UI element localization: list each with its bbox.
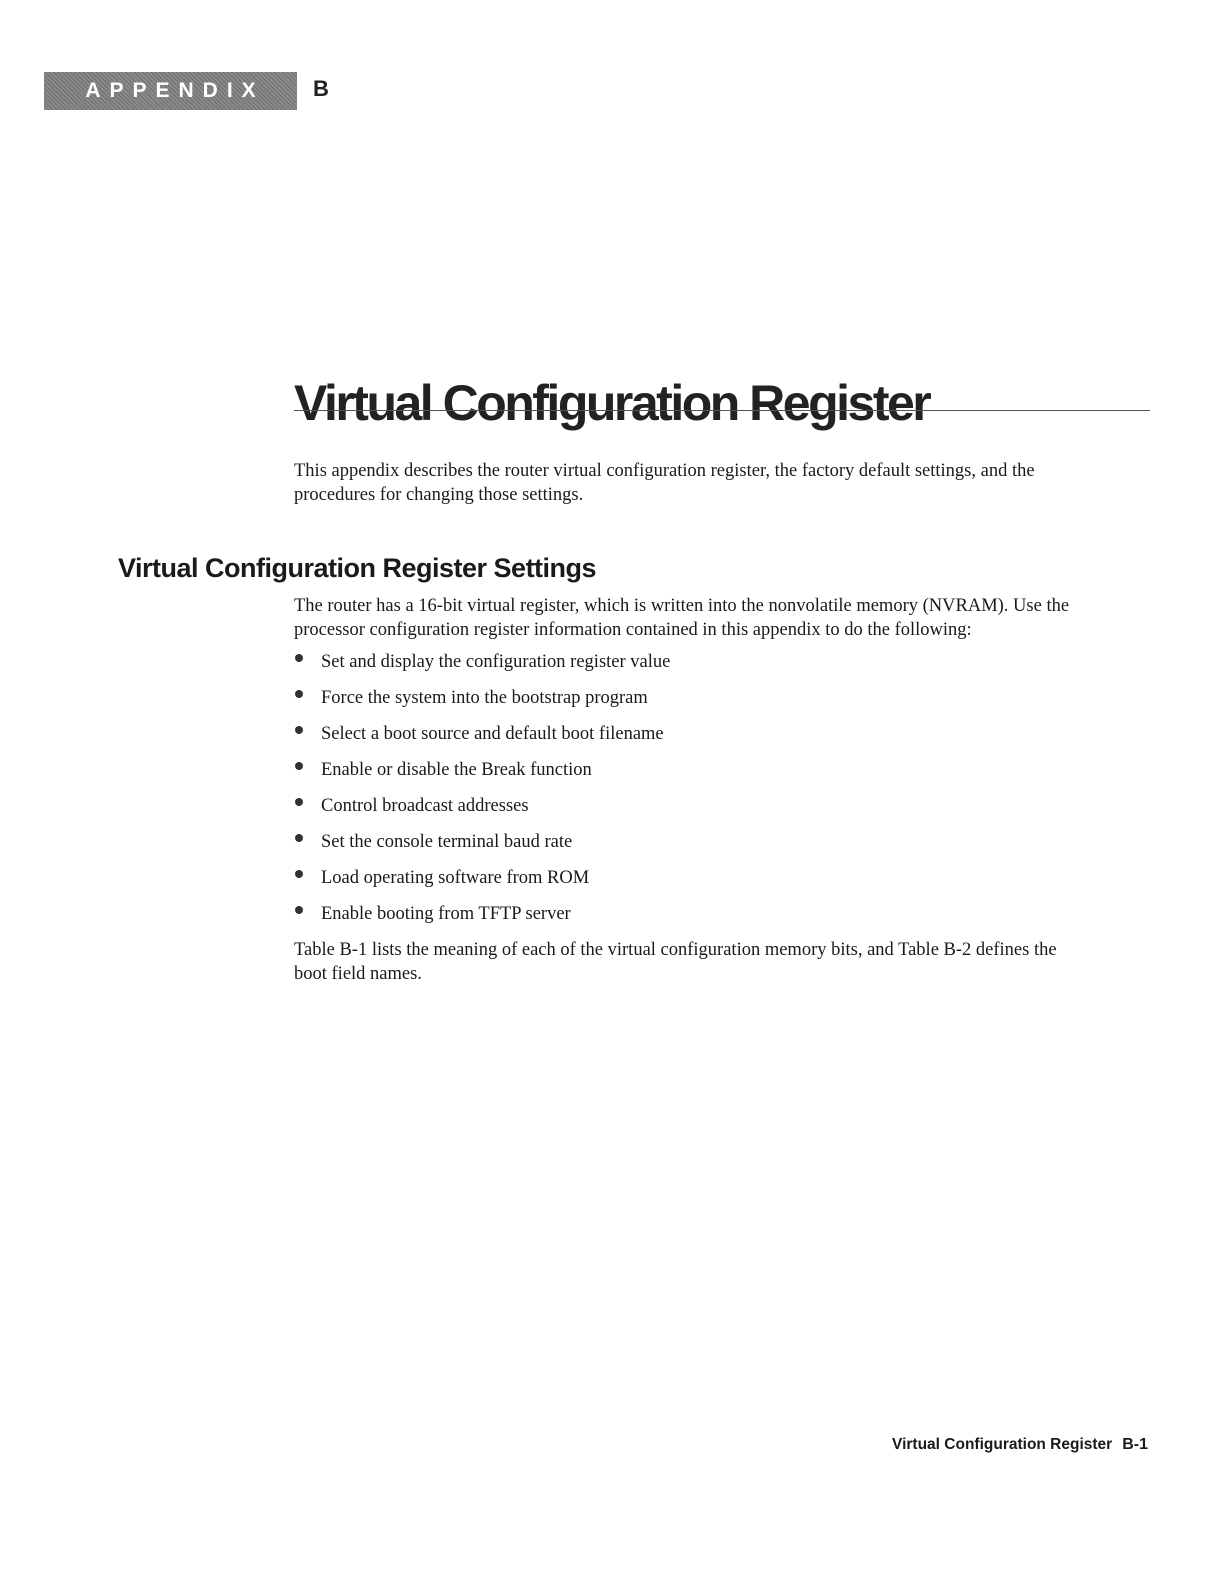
- bullet-icon: [295, 870, 303, 878]
- chapter-title: Virtual Configuration Register: [294, 374, 930, 431]
- bullet-icon: [295, 726, 303, 734]
- section-heading: Virtual Configuration Register Settings: [118, 553, 597, 583]
- bullet-icon: [295, 690, 303, 698]
- appendix-letter: B: [313, 76, 329, 101]
- appendix-label: APPENDIX: [85, 79, 265, 102]
- bullet-icon: [295, 798, 303, 806]
- list-item-text: Set the console terminal baud rate: [321, 832, 573, 852]
- list-item-text: Load operating software from ROM: [321, 868, 590, 888]
- list-item: [294, 902, 1094, 938]
- list-item-text: Select a boot source and default boot filename: [321, 724, 664, 744]
- bullet-icon: [295, 906, 303, 914]
- title-divider: [294, 410, 1150, 411]
- list-item-text: Set and display the configuration register value: [321, 652, 671, 672]
- page-footer: [892, 1436, 1148, 1454]
- list-item-text: Enable booting from TFTP server: [321, 904, 571, 924]
- running-title: Virtual Configuration Register: [892, 1436, 1113, 1453]
- list-item: [294, 758, 1094, 794]
- list-item: [294, 686, 1094, 722]
- bullet-list: [294, 650, 1094, 938]
- bullet-icon: [295, 834, 303, 842]
- list-item: [294, 722, 1094, 758]
- list-item-text: Force the system into the bootstrap program: [321, 688, 648, 708]
- section-paragraph: The router has a 16-bit virtual register, which is written into the nonvolatile memory (NVRAM). Use the processor configuration register information contained in this appendix to do the following:: [294, 596, 1070, 640]
- bullet-icon: [295, 762, 303, 770]
- intro-paragraph: This appendix describes the router virtual configuration register, the factory default settings, and the procedures for changing those settings.: [294, 461, 1035, 505]
- list-item: [294, 866, 1094, 902]
- section-body: [294, 594, 1094, 986]
- page-number: B-1: [1122, 1436, 1148, 1453]
- list-item-text: Enable or disable the Break function: [321, 760, 592, 780]
- list-item: [294, 830, 1094, 866]
- list-item: [294, 650, 1094, 686]
- list-item: [294, 794, 1094, 830]
- bullet-icon: [295, 654, 303, 662]
- closing-paragraph: Table B-1 lists the meaning of each of the virtual configuration memory bits, and Table B-2 defines the boot field names.: [294, 940, 1057, 984]
- list-item-text: Control broadcast addresses: [321, 796, 529, 816]
- appendix-banner: [44, 72, 297, 110]
